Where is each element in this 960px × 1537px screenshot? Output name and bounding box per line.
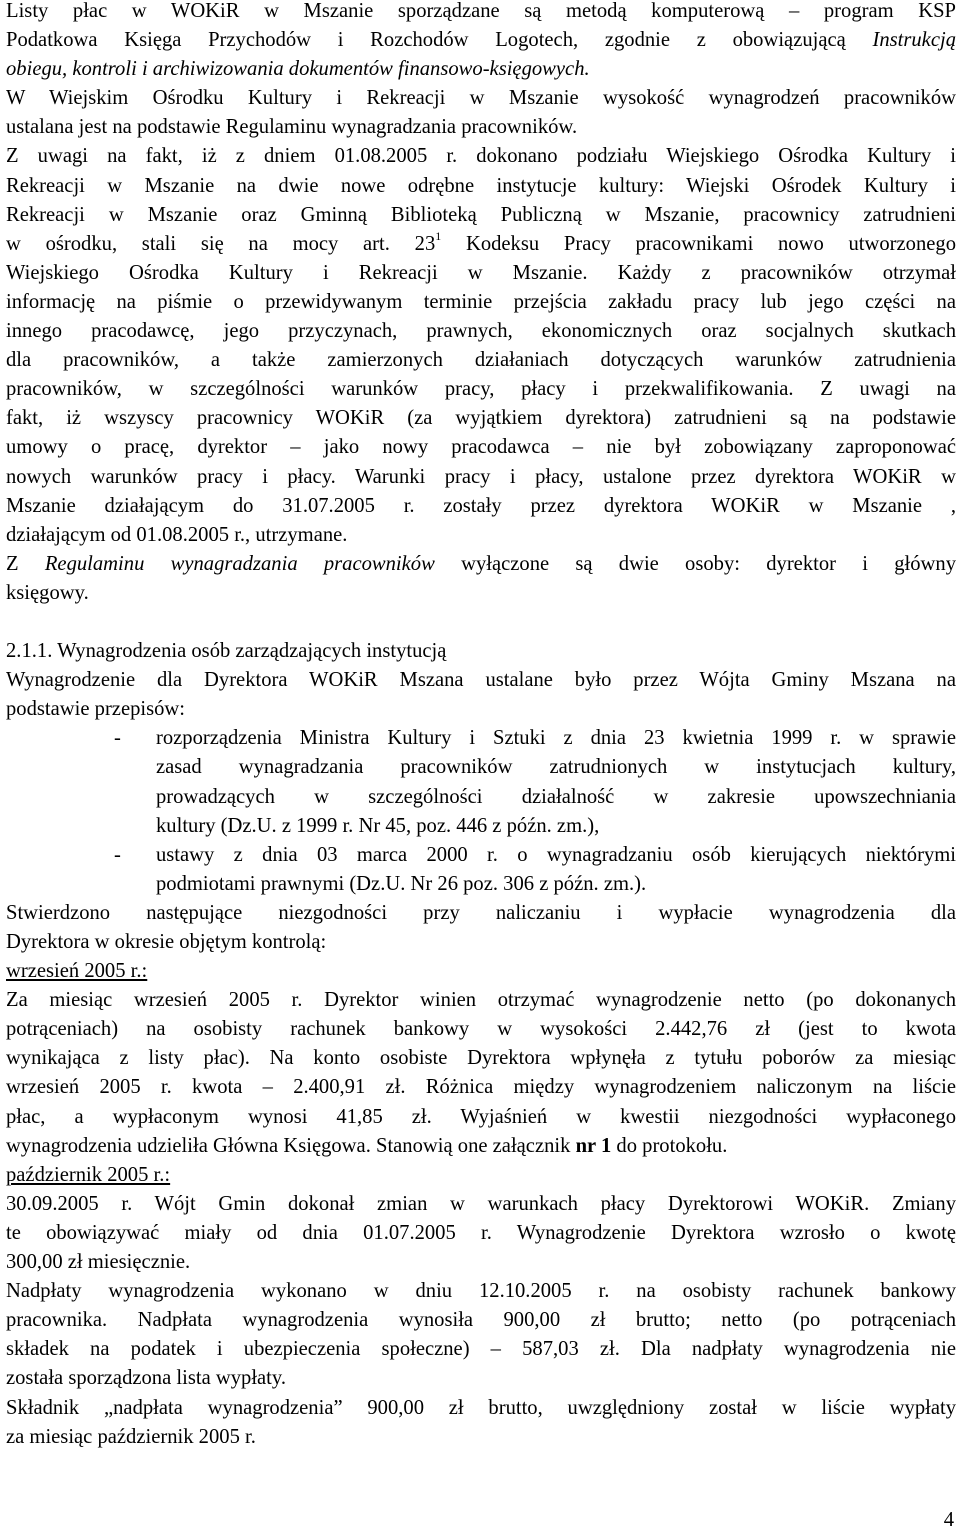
- list-dash: -: [114, 727, 121, 750]
- text-line: Rekreacji w Mszanie oraz Gminną Biblioteką Publiczną w Mszanie, pracownicy zatrudnieni: [6, 203, 956, 226]
- text-line: Wiejskiego Ośrodka Kultury i Rekreacji w Mszanie. Każdy z pracowników otrzymał: [6, 261, 956, 284]
- text-line: [6, 230, 956, 259]
- paragraph-findings: [6, 899, 956, 957]
- text-run: wyłączone są dwie osoby: dyrektor i główny: [461, 552, 956, 575]
- text-line: płac, a wypłaconym wynosi 41,85 zł. Wyjaśnień w kwestii niezgodności wypłaconego: [6, 1105, 956, 1128]
- text-line: fakt, iż wszyscy pracownicy WOKiR (za wyjątkiem dyrektora) zatrudnieni są na podstawie: [6, 407, 956, 430]
- text-run: Z uwagi na fakt, iż z dniem 01.08.2005 r.: [6, 145, 458, 168]
- text-run: do protokołu.: [616, 1134, 728, 1157]
- text-run: Podatkowa Księga Przychodów i Rozchodów Logotech, zgodnie z obowiązującą: [6, 29, 873, 52]
- article-number-superscript: 1: [435, 228, 442, 243]
- text-line: ustalana jest na podstawie Regulaminu wynagradzania pracowników.: [6, 116, 578, 139]
- text-line: pracowników, w szczególności warunków pracy, płacy i przekwalifikowania. Z uwagi na: [6, 378, 956, 401]
- text-line: Dyrektora w okresie objętym kontrolą:: [6, 931, 327, 953]
- paragraph-excluded-persons: [6, 550, 956, 608]
- list-item-body: [156, 841, 956, 899]
- paragraph-october-changes: [6, 1190, 956, 1277]
- text-line: [6, 26, 956, 55]
- text-line: kultury (Dz.U. z 1999 r. Nr 45, poz. 446 z późn. zm.),: [156, 814, 600, 837]
- text-line: Rekreacji w Mszanie na dwie nowe odrębne instytucje kultury: Wiejski Ośrodek Kultury i: [6, 174, 956, 197]
- text-line: rozporządzenia Ministra Kultury i Sztuki z dnia 23 kwietnia 1999 r. w sprawie: [156, 727, 956, 750]
- text-line: zasad wynagradzania pracowników zatrudnionych w instytucjach kultury,: [156, 756, 956, 779]
- section-heading: 2.1.1. Wynagrodzenia osób zarządzających instytucją: [6, 640, 447, 663]
- italic-instruction-title-cont: obiegu, kontroli i archiwizowania dokumentów finansowo-księgowych.: [6, 58, 590, 81]
- subheading-september: wrzesień 2005 r.:: [6, 960, 148, 983]
- list-item-body: [156, 724, 956, 840]
- text-line: 30.09.2005 r. Wójt Gmin dokonał zmian w warunkach płacy Dyrektorowi WOKiR. Zmiany: [6, 1192, 956, 1215]
- text-line: Mszanie działającym do 31.07.2005 r. zostały przez dyrektora WOKiR w Mszanie ,: [6, 494, 956, 517]
- article-number: [414, 228, 442, 255]
- page-number: 4: [943, 1509, 954, 1531]
- text-line: [6, 1132, 956, 1161]
- text-line: W Wiejskim Ośrodku Kultury i Rekreacji w Mszanie wysokość wynagrodzeń pracowników: [6, 87, 956, 110]
- italic-regulation-title: Regulaminu wynagradzania pracowników: [44, 552, 435, 575]
- paragraph-payroll-method: [6, 0, 956, 84]
- text-line: 300,00 zł miesięcznie.: [6, 1251, 191, 1274]
- document-body: [6, 0, 956, 1452]
- paragraph-director-salary: [6, 666, 956, 724]
- text-run: Z: [6, 552, 19, 575]
- paragraph-overpayment-component: [6, 1394, 956, 1452]
- text-line: podmiotami prawnymi (Dz.U. Nr 26 poz. 306 z późn. zm.).: [156, 872, 647, 895]
- text-line: umowy o pracę, dyrektor – jako nowy pracodawca – nie był zobowiązany zaproponować: [6, 436, 956, 459]
- text-line: wynikająca z listy płac). Na konto osobiste Dyrektora wpłynęła z tytułu poborów za miesiąc: [6, 1047, 956, 1070]
- text-line: wrzesień 2005 r. kwota – 2.400,91 zł. Różnica między wynagrodzeniem naliczonym na liście: [6, 1076, 956, 1099]
- list-item: [6, 841, 956, 899]
- text-line: księgowy.: [6, 581, 89, 604]
- attachment-number: nr 1: [575, 1134, 612, 1157]
- text-line: została sporządzona lista wypłaty.: [6, 1367, 287, 1390]
- text-line: dla pracowników, a także zamierzonych działaniach dotyczących warunków zatrudnienia: [6, 349, 956, 372]
- blank-line: [6, 608, 956, 637]
- text-line: pracownika. Nadpłata wynagrodzenia wynosiła 900,00 zł brutto; netto (po potrąceniach: [6, 1309, 956, 1332]
- text-line: ustawy z dnia 03 marca 2000 r. o wynagradzaniu osób kierujących niektórymi: [156, 843, 956, 866]
- text-line: Za miesiąc wrzesień 2005 r. Dyrektor winien otrzymać wynagrodzenie netto (po dokonanych: [6, 989, 956, 1012]
- text-run: Kodeksu Pracy pracownikami nowo utworzonego: [465, 232, 956, 255]
- text-line: działającym od 01.08.2005 r., utrzymane.: [6, 523, 348, 546]
- paragraph-salary-regulation: [6, 84, 956, 142]
- text-line: potrąceniach) na osobisty rachunek bankowy w wysokości 2.442,76 zł (jest to kwota: [6, 1018, 956, 1041]
- text-line: Nadpłaty wynagrodzenia wykonano w dniu 12.10.2005 r. na osobisty rachunek bankowy: [6, 1280, 956, 1303]
- list-item: [6, 724, 956, 840]
- text-line: [6, 142, 956, 171]
- paragraph-september-findings: [6, 986, 956, 1161]
- text-line: Wynagrodzenie dla Dyrektora WOKiR Mszana ustalane było przez Wójta Gminy Mszana na: [6, 669, 956, 692]
- article-number-main: 23: [414, 232, 436, 255]
- paragraph-reorganisation: [6, 142, 956, 549]
- text-line: podstawie przepisów:: [6, 698, 186, 721]
- text-line: [6, 550, 956, 579]
- text-line: składek na podatek i ubezpieczenia społeczne) – 587,03 zł. Dla nadpłaty wynagrodzenia nie: [6, 1338, 956, 1361]
- paragraph-overpayment: [6, 1277, 956, 1393]
- text-line: Składnik „nadpłata wynagrodzenia” 900,00 zł brutto, uwzględniony został w liście wypłaty: [6, 1396, 956, 1419]
- text-line: prowadzących w szczególności działalność w zakresie upowszechniania: [156, 785, 956, 808]
- text-line: nowych warunków pracy i płacy. Warunki pracy i płacy, ustalone przez dyrektora WOKiR w: [6, 465, 956, 488]
- regulations-list: [6, 724, 956, 899]
- list-dash: -: [114, 843, 121, 866]
- subheading-october: październik 2005 r.:: [6, 1163, 171, 1186]
- text-line: Listy płac w WOKiR w Mszanie sporządzane są metodą komputerową – program KSP: [6, 0, 956, 22]
- text-run: dokonano podziału Wiejskiego Ośrodka Kultury i: [476, 145, 956, 168]
- text-line: za miesiąc październik 2005 r.: [6, 1425, 256, 1448]
- text-line: innego pracodawcę, jego przyczynach, prawnych, ekonomicznych oraz socjalnych skutkach: [6, 320, 956, 343]
- text-run: wynagrodzenia udzieliła Główna Księgowa. Stanowią one załącznik: [6, 1134, 571, 1157]
- italic-instruction-title: Instrukcją: [872, 29, 956, 52]
- text-line: te obowiązywać miały od dnia 01.07.2005 r. Wynagrodzenie Dyrektora wzrosło o kwotę: [6, 1221, 956, 1244]
- text-line: informację na piśmie o przewidywanym terminie przejścia zakładu pracy lub jego części na: [6, 290, 956, 313]
- text-run: w ośrodku, stali się na mocy art.: [6, 232, 390, 255]
- text-line: Stwierdzono następujące niezgodności przy naliczaniu i wypłacie wynagrodzenia dla: [6, 901, 956, 924]
